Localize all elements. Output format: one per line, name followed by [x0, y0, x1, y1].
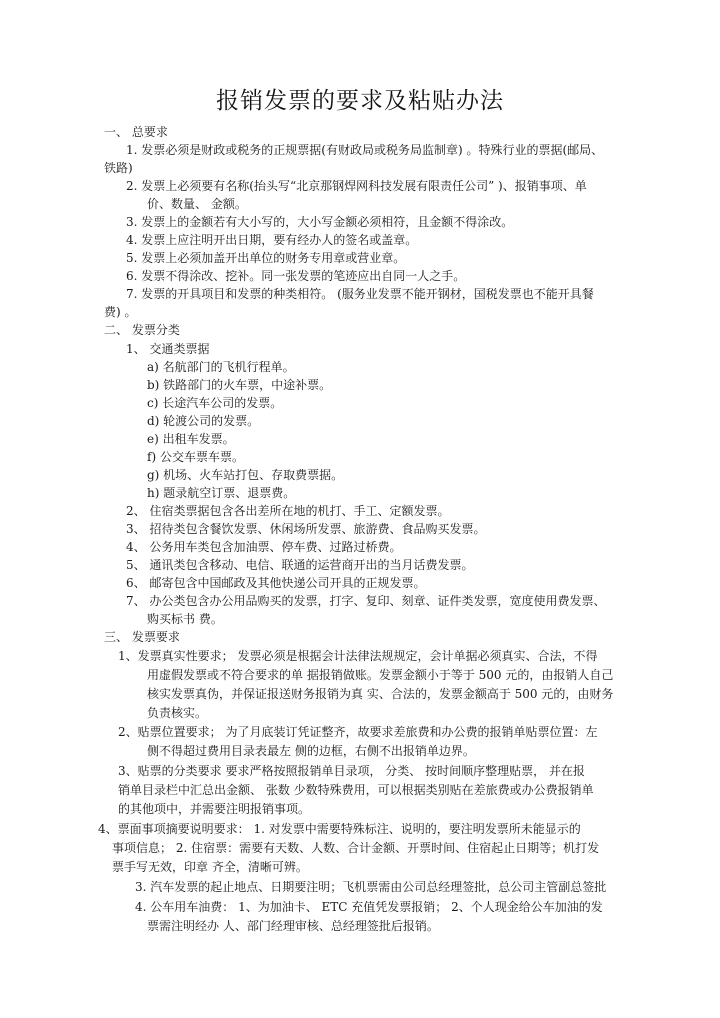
list-item: 4. 发票上应注明开出日期，要有经办人的签名或盖章。: [126, 233, 418, 247]
paragraph-line: 用虚假发票或不符合要求的单 据报销做账。发票金额小于等于 500 元的，由报销人自己: [147, 668, 614, 682]
paragraph-line: 的其他项中，并需要注明报销事项。: [118, 802, 311, 816]
paragraph-line: 4、票面事项摘要说明要求： 1. 对发票中需要特殊标注、说明的，要注明发票所未能显示的: [98, 822, 581, 836]
page-title: 报销发票的要求及粘贴办法: [216, 88, 504, 114]
list-item: b) 铁路部门的火车票，中途补票。: [147, 378, 332, 392]
list-item-continuation: 铁路): [104, 161, 133, 175]
list-item: h) 题录航空订票、退票费。: [147, 486, 296, 500]
section-heading-requirements: 三、 发票要求: [104, 630, 180, 644]
list-item: e) 出租车发票。: [147, 432, 235, 446]
list-item: 6. 发票不得涂改、挖补。同一张发票的笔迹应出自同一人之手。: [126, 269, 466, 283]
paragraph-line: 3、贴票的分类要求 要求严格按照报销单目录项， 分类、 按时间顺序整理贴票， 并在报: [118, 764, 585, 778]
list-item: g) 机场、火车站打包、存取费票据。: [147, 468, 344, 482]
list-item: 5. 发票上必须加盖开出单位的财务专用章或营业章。: [126, 251, 406, 265]
section-heading-categories: 二、 发票分类: [104, 323, 180, 337]
list-item: 4、 公务用车类包含加油票、停车费、过路过桥费。: [126, 540, 402, 554]
list-item-continuation: 价、数量、 金额。: [147, 197, 247, 211]
paragraph-line: 3. 汽车发票的起止地点、日期要注明；飞机票需由公司总经理签批，总公司主管副总签批: [135, 880, 607, 894]
list-item: 2、 住宿类票据包含各出差所在地的机打、手工、定额发票。: [126, 504, 450, 518]
list-item: 3. 发票上的金额若有大小写的，大小写金额必须相符，且金额不得涂改。: [126, 215, 514, 229]
paragraph-line: 1、发票真实性要求； 发票必须是根据会计法律法规规定，会计单据必须真实、合法，不得: [118, 649, 598, 663]
paragraph-line: 事项信息； 2. 住宿票：需要有天数、人数、合计金额、开票时间、住宿起止日期等；机打发: [112, 841, 600, 855]
list-item: 5、 通讯类包含移动、电信、联通的运营商开出的当月话费发票。: [126, 558, 474, 572]
list-item: a) 名航部门的飞机行程单。: [147, 360, 295, 374]
paragraph-line: 票需注明经办 人、部门经理审核、总经理签批后报销。: [147, 919, 439, 933]
list-item: d) 轮渡公司的发票。: [147, 414, 260, 428]
paragraph-line: 侧不得超过费用目录表最左 侧的边框，右侧不出报销单边界。: [147, 744, 475, 758]
list-item: 1. 发票必须是财政或税务的正规票据(有财政局或税务局监制章) 。特殊行业的票据(邮局、: [126, 143, 604, 157]
list-item: f) 公交车票车票。: [147, 450, 244, 464]
list-item: 7、 办公类包含办公用品购买的发票，打字、复印、刻章、证件类发票，宽度使用费发票、: [126, 594, 606, 608]
paragraph-line: 票手写无效，印章 齐全，清晰可辨。: [112, 860, 308, 874]
paragraph-line: 销单目录栏中汇总出金额、 张数 少数特殊费用，可以根据类别贴在差旅费或办公费报销单: [118, 783, 594, 797]
list-item: 7. 发票的开具项目和发票的种类相符。 (服务业发票不能开钢材，国税发票也不能开具餐: [126, 287, 594, 301]
list-item-continuation: 购买标书 费。: [147, 612, 223, 626]
paragraph-line: 负责核实。: [147, 706, 208, 720]
paragraph-line: 4. 公车用车油费： 1、为加油卡、 ETC 充值凭发票报销； 2、个人现金给公车加油的发: [135, 900, 603, 914]
section-heading-general: 一、 总要求: [104, 125, 168, 139]
paragraph-line: 核实发票真伪，并保证报送财务报销为真 实、合法的，发票金额高于 500 元的，由财务: [147, 687, 614, 701]
list-item-continuation: 费) 。: [104, 305, 137, 319]
paragraph-line: 2、贴票位置要求； 为了月底装订凭证整齐，故要求差旅费和办公费的报销单贴票位置：左: [118, 725, 598, 739]
list-item: 2. 发票上必须要有名称(抬头写“北京那钢焊网科技发展有限责任公司” )、报销事项、单: [126, 179, 587, 193]
list-item: 6、 邮寄包含中国邮政及其他快递公司开具的正规发票。: [126, 576, 426, 590]
list-item: 1、 交通类票据: [126, 342, 210, 356]
list-item: 3、 招待类包含餐饮发票、休闲场所发票、旅游费、食品购买发票。: [126, 522, 486, 536]
list-item: c) 长途汽车公司的发票。: [147, 396, 283, 410]
